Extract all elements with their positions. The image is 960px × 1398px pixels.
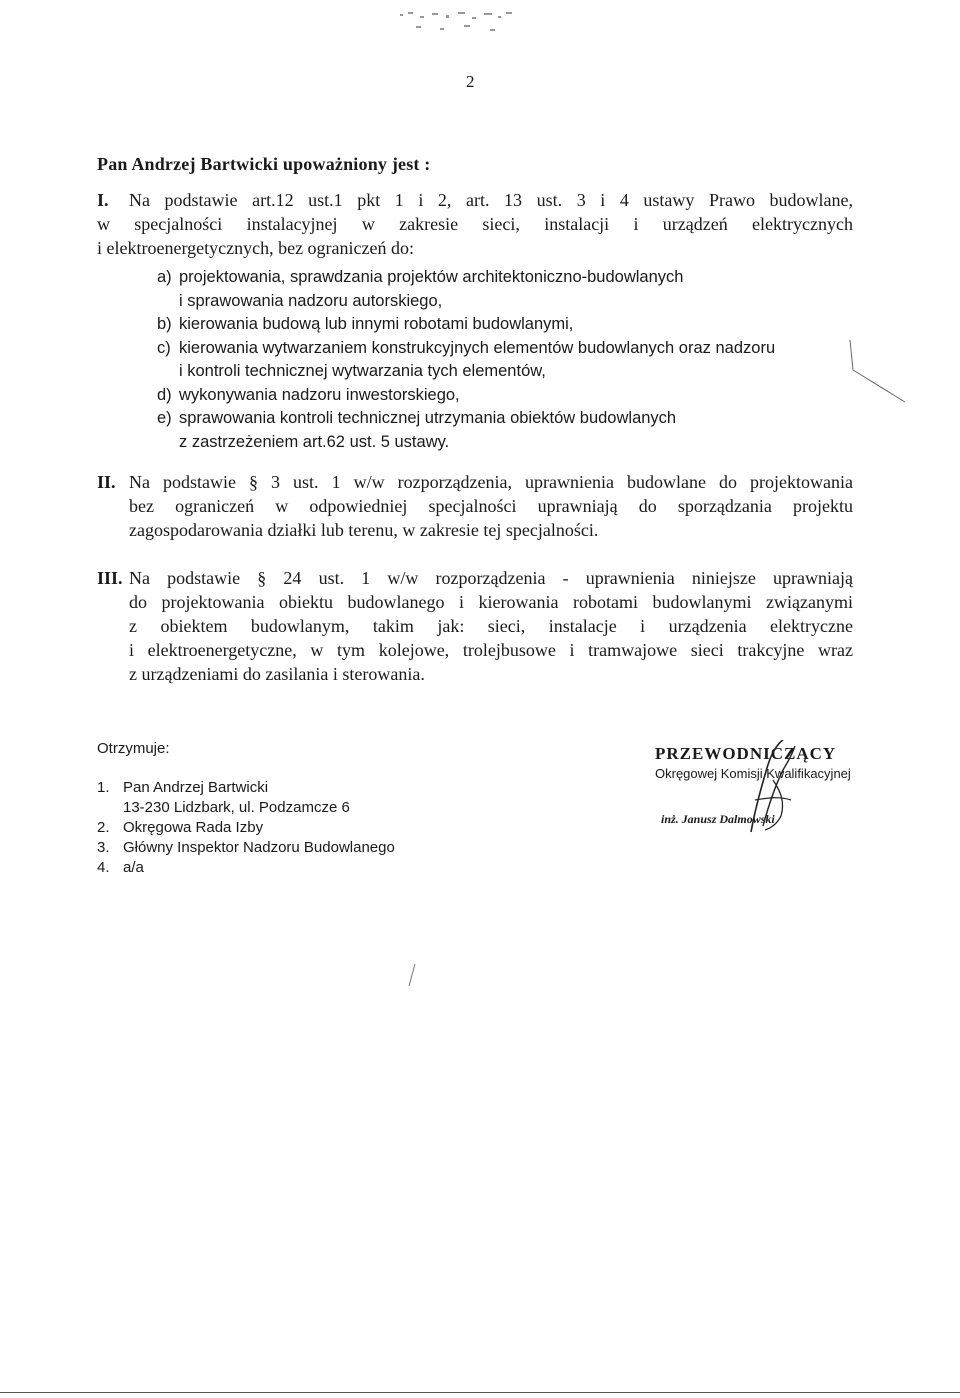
list-item: 3. Główny Inspektor Nadzoru Budowlanego (97, 839, 395, 856)
stray-mark (405, 960, 425, 990)
section-3 (97, 566, 853, 686)
stamp-name: inż. Janusz Dalmowski (661, 812, 775, 826)
section-2-number: II. (97, 472, 116, 492)
list-item: 4. a/a (97, 859, 144, 876)
stamp-subtitle: Okręgowej Komisji Kwalifikacyjnej (655, 766, 851, 781)
section-3-line-5: z urządzeniami do zasilania i sterowania. (129, 664, 425, 684)
scan-noise-mark (380, 8, 540, 38)
permissions-list (157, 266, 857, 454)
page-number: 2 (466, 72, 475, 91)
section-3-number: III. (97, 568, 123, 588)
official-stamp (655, 740, 885, 840)
section-1-line-1: I. Na podstawie art.12 ust.1 pkt 1 i 2, art. 13 ust. 3 i 4 ustawy Prawo budowlane, (97, 190, 853, 210)
list-item-label: e) (157, 409, 172, 427)
section-3-line-4: i elektroenergetyczne, w tym kolejowe, trolejbusowe i tramwajowe sieci trakcyjne wraz (129, 640, 853, 660)
recipients-heading: Otrzymuje: (97, 740, 170, 757)
list-item: 2. Okręgowa Rada Izby (97, 819, 264, 836)
section-2-line-3: zagospodarowania działki lub terenu, w zakresie tej specjalności. (129, 520, 599, 540)
section-1-line-2: w specjalności instalacyjnej w zakresie sieci, instalacji i urządzeń elektrycznych (97, 214, 853, 234)
section-3-line-3: z obiektem budowlanym, takim jak: sieci, instalacje i urządzenia elektryczne (129, 616, 853, 636)
list-item-label: d) (157, 385, 172, 404)
section-2 (97, 470, 853, 542)
stamp-title: PRZEWODNICZĄCY (655, 744, 837, 763)
list-item: c) kierowania wytwarzaniem konstrukcyjnych elementów budowlanych oraz nadzoru i kontroli technicznej wytwarzania tych elementów, (157, 338, 776, 380)
list-item: a) projektowania, sprawdzania projektów architektoniczno-budowlanych i sprawowania nadzoru autorskiego, (157, 268, 684, 310)
list-item: d) wykonywania nadzoru inwestorskiego, (157, 384, 857, 408)
list-item-label: b) (157, 315, 172, 333)
signature-icon (655, 740, 885, 840)
list-item: e) sprawowania kontroli technicznej utrzymania obiektów budowlanych z zastrzeżeniem art.62 ust. 5 ustawy. (157, 409, 677, 451)
list-item-label: c) (157, 338, 171, 357)
section-2-line-2: bez ograniczeń w odpowiedniej specjalności uprawniają do sporządzania projektu (129, 496, 853, 516)
section-3-line-2: do projektowania obiektu budowlanego i kierowania robotami budowlanymi związanymi (129, 592, 853, 612)
page-edge-divider (0, 1392, 960, 1393)
list-item: b) kierowania budową lub innymi robotami budowlanymi, (157, 313, 857, 337)
list-item: 1. Pan Andrzej Bartwicki (97, 779, 269, 796)
section-3-line-1: III. Na podstawie § 24 ust. 1 w/w rozporządzenia - uprawnienia niniejsze uprawniają (97, 568, 853, 588)
section-1 (97, 188, 853, 260)
scan-edge-mark (845, 340, 915, 410)
section-2-line-1: II. Na podstawie § 3 ust. 1 w/w rozporządzenia, uprawnienia budowlane do projektowania (97, 472, 853, 492)
document-heading: Pan Andrzej Bartwicki upoważniony jest : (97, 154, 431, 174)
list-item-label: a) (157, 268, 172, 286)
section-1-line-3: i elektroenergetycznych, bez ograniczeń do: (97, 238, 415, 258)
recipient-address: 13-230 Lidzbark, ul. Podzamcze 6 (123, 799, 350, 816)
recipients-list (97, 778, 395, 878)
section-1-number: I. (97, 190, 109, 210)
